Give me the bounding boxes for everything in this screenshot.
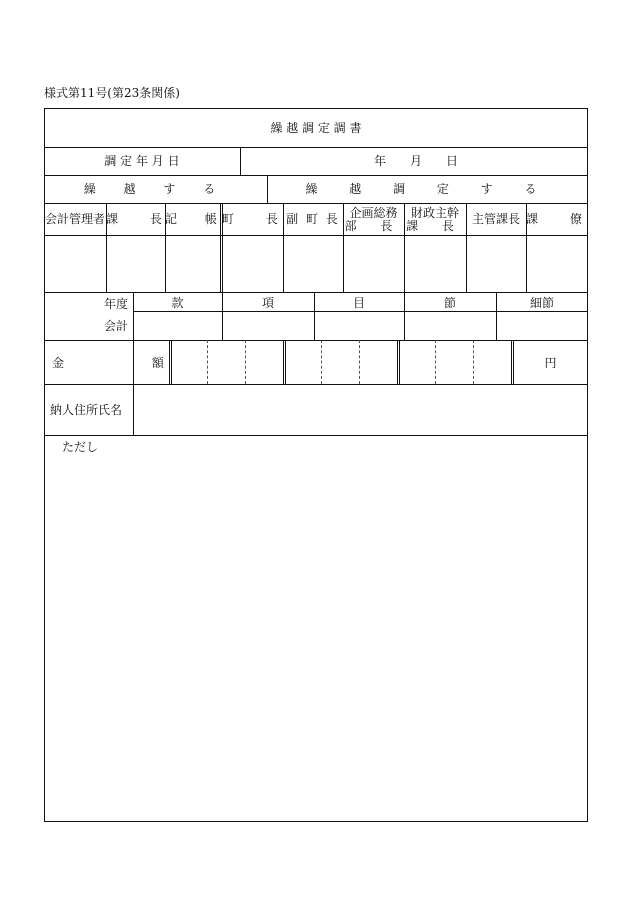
month-label: 月 [410,154,423,168]
approval-finance-line1: 財政主幹 [410,206,459,220]
carryover-assessment-header: 繰 越 調 定 す る [305,182,551,196]
digit-separator [245,340,246,384]
amount-group-divider [397,340,400,384]
approval-finance-line2: 課 長 [406,219,464,233]
carryover-header: 繰 越 す る [83,182,228,196]
rule [44,175,588,176]
digit-separator [321,340,322,384]
approval-mayor: 町 長 [222,212,292,226]
rule [44,435,588,436]
notes-label: ただし [62,440,99,454]
rule [44,292,588,293]
rule [44,147,588,148]
budget-col-kan: 款 [171,296,184,310]
budget-col-moku: 目 [352,296,365,310]
fiscal-year-label: 年度 [104,297,129,311]
rule [44,203,588,204]
payer-label: 納人住所氏名 [50,403,123,417]
divider [240,147,241,175]
digit-separator [359,340,360,384]
approval-bookkeeping: 記 帳 [165,212,229,226]
amount-group-divider [283,340,286,384]
page-title: 繰 越 調 定 調 書 [270,121,362,135]
account-label: 会計 [104,319,129,333]
approval-finance [404,207,466,233]
rule [44,340,588,341]
budget-col-saisetsu: 細節 [529,296,554,310]
form-number: 様式第11号(第23条関係) [44,86,180,100]
budget-col-kou: 項 [261,296,274,310]
rule [133,311,588,312]
approval-deputy-mayor: 副 町 長 [286,212,340,226]
rule [44,235,588,236]
rule [44,384,588,385]
approval-department-head: 主管課長 [471,212,520,226]
approval-general-affairs-line1: 企画総務 [349,206,398,220]
digit-separator [207,340,208,384]
amount-label: 金 額 [52,356,206,370]
year-label: 年 [374,154,387,168]
approval-general-affairs-line2: 部 長 [344,219,403,233]
assessment-date-label: 調 定 年 月 日 [104,154,180,168]
yen-unit: 円 [544,356,557,370]
day-label: 日 [446,154,459,168]
approval-accounting-manager: 会計管理者 [44,212,105,226]
budget-col-setsu: 節 [443,296,456,310]
approval-staff: 課 僚 [526,212,596,226]
digit-separator [435,340,436,384]
digit-separator [473,340,474,384]
approval-general-affairs [343,207,404,233]
approval-section-chief: 課 長 [106,212,176,226]
